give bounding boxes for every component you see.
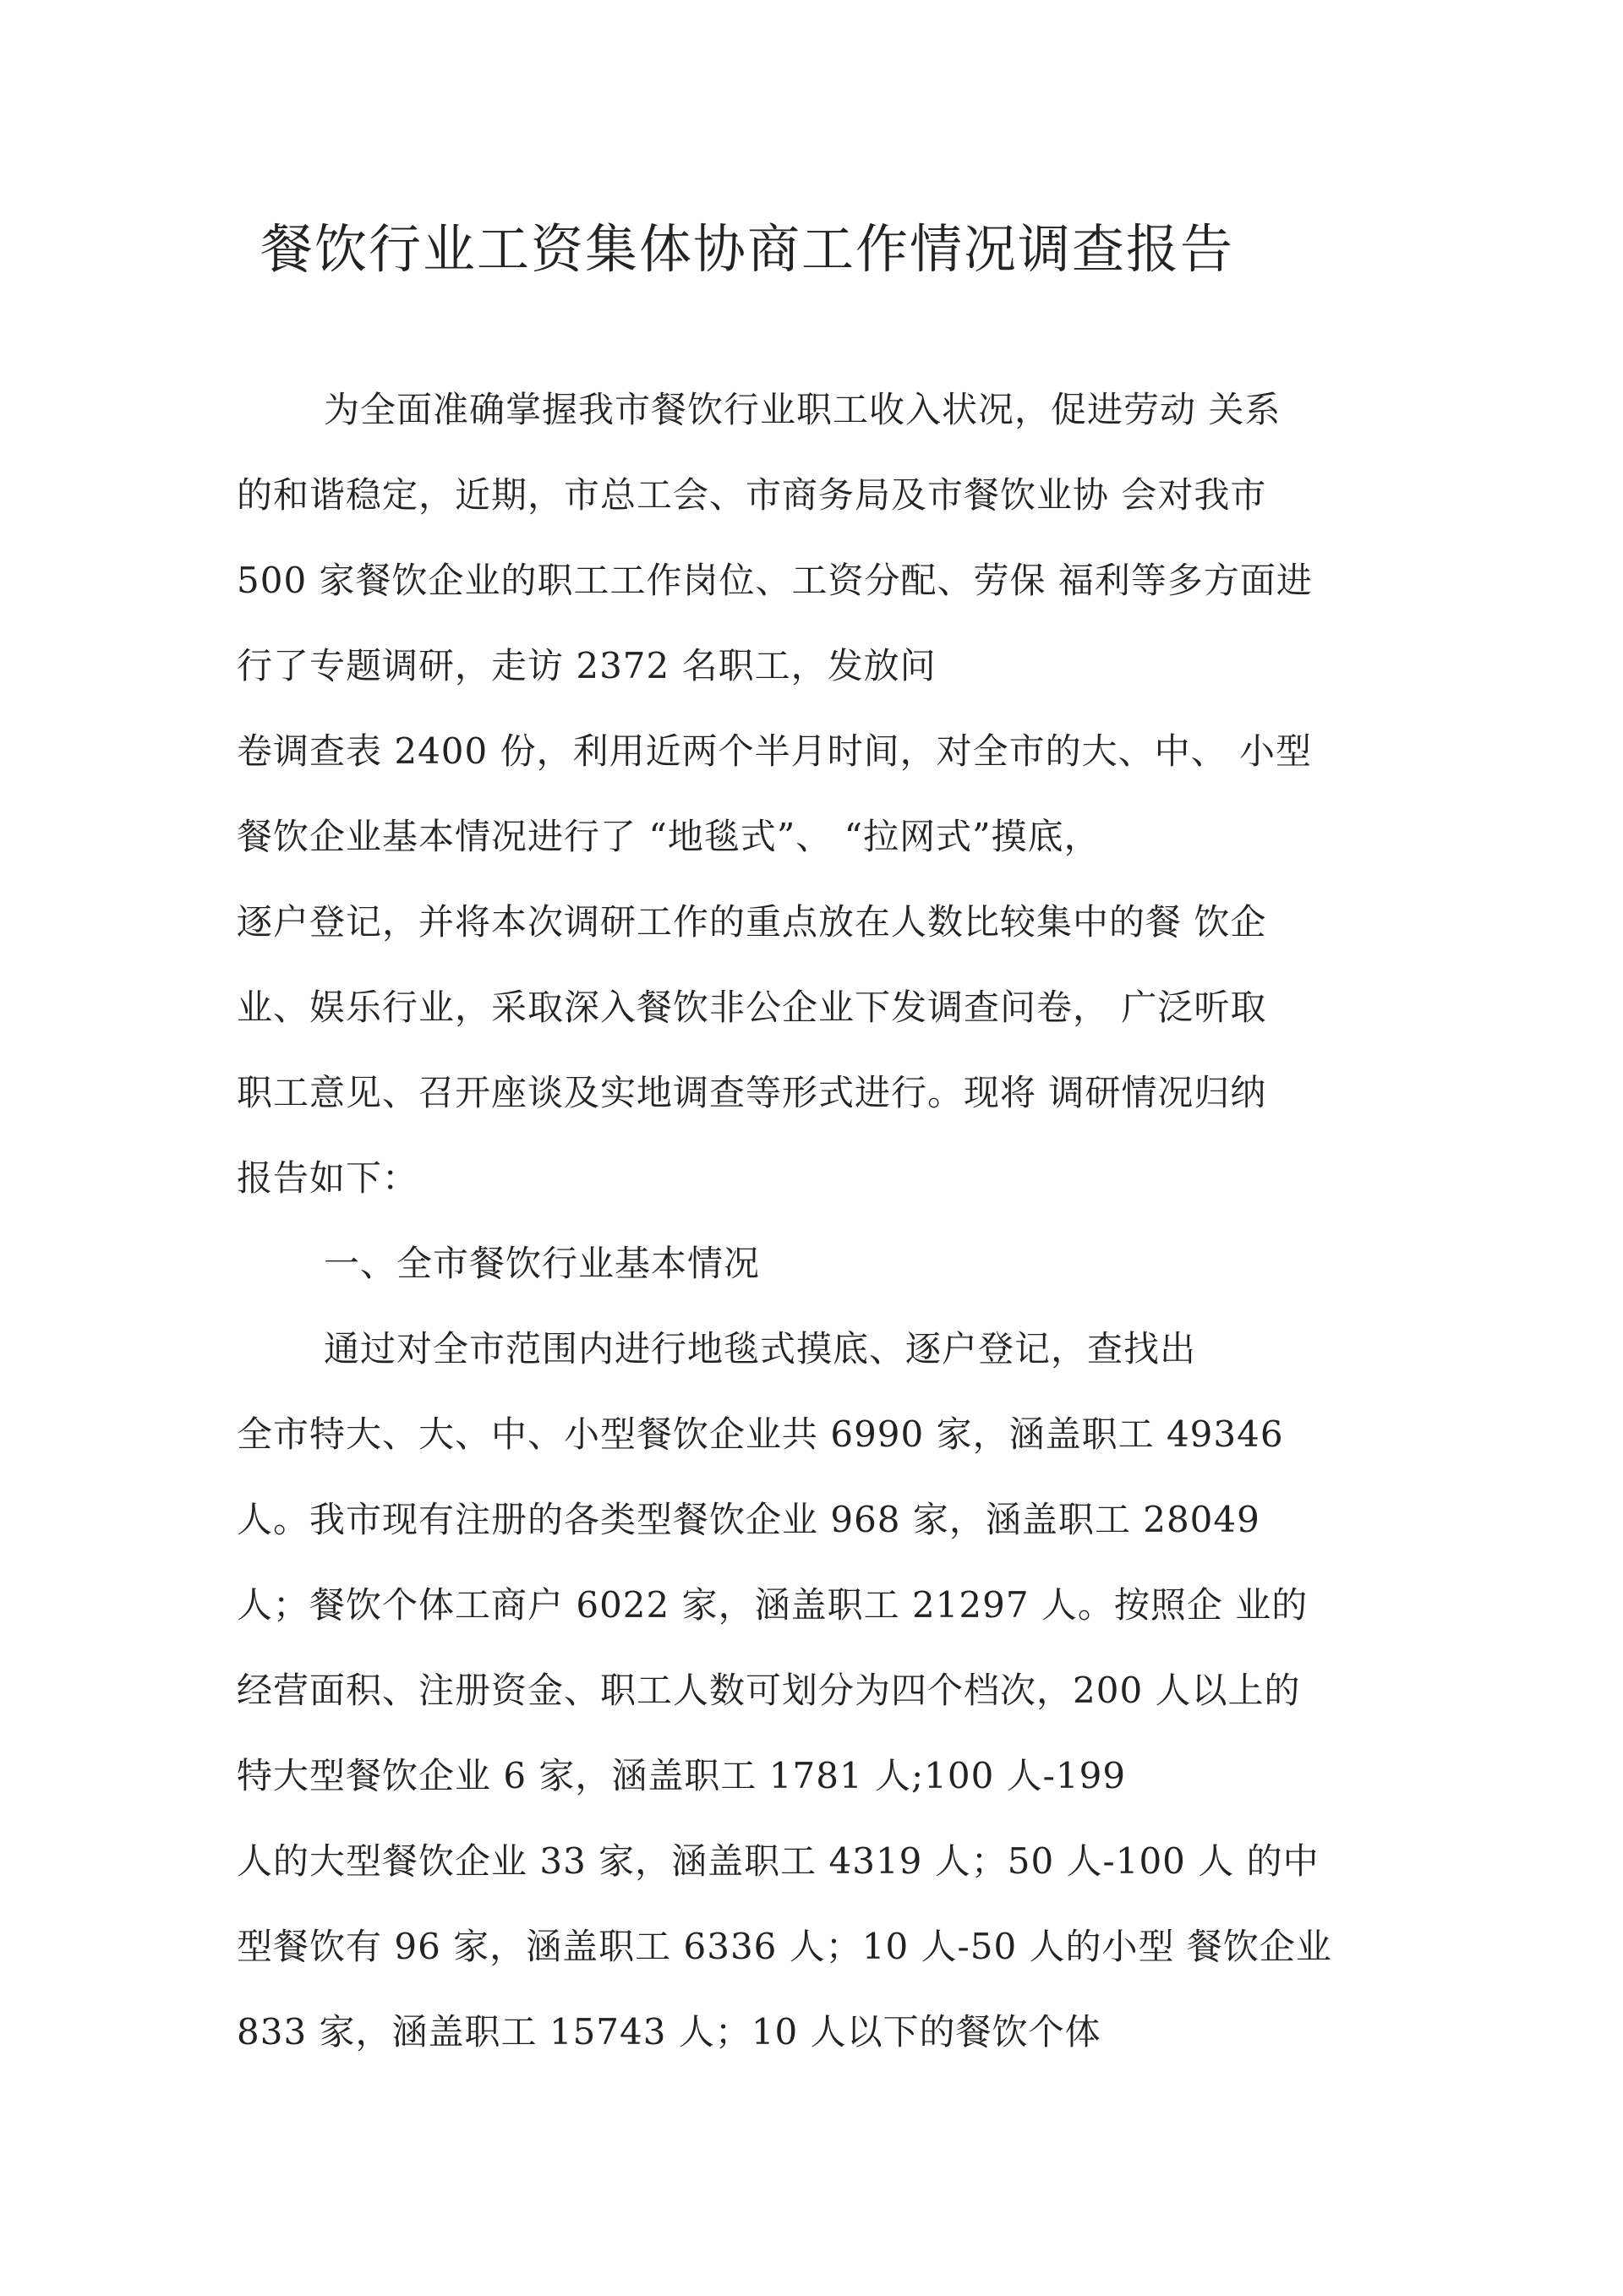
paragraph-line: 特大型餐饮企业 6 家，涵盖职工 1781 人;100 人-199	[237, 1755, 1127, 1796]
paragraph-line: 通过对全市范围内进行地毯式摸底、逐户登记，查找出	[324, 1328, 1197, 1369]
paragraph-line: 的和谐稳定，近期，市总工会、市商务局及市餐饮业协 会对我市	[237, 474, 1267, 516]
paragraph-line: 为全面准确掌握我市餐饮行业职工收入状况，促进劳动 关系	[324, 389, 1281, 430]
section-heading: 一、全市餐饮行业基本情况	[324, 1243, 761, 1284]
document-title: 餐饮行业工资集体协商工作情况调查报告	[260, 218, 1235, 280]
paragraph-line: 人；餐饮个体工商户 6022 家，涵盖职工 21297 人。按照企 业的	[237, 1584, 1309, 1626]
paragraph-line: 人。我市现有注册的各类型餐饮企业 968 家，涵盖职工 28049	[237, 1499, 1260, 1540]
paragraph-line: 人的大型餐饮企业 33 家，涵盖职工 4319 人；50 人-100 人 的中	[237, 1840, 1320, 1882]
paragraph-line: 500 家餐饮企业的职工工作岗位、工资分配、劳保 福利等多方面进	[237, 560, 1313, 601]
paragraph-line: 经营面积、注册资金、职工人数可划分为四个档次，200 人以上的	[237, 1670, 1301, 1711]
paragraph-line: 卷调查表 2400 份，利用近两个半月时间，对全市的大、中、 小型	[237, 730, 1312, 772]
paragraph-line: 833 家，涵盖职工 15743 人；10 人以下的餐饮个体	[237, 2011, 1101, 2053]
paragraph-line: 报告如下：	[237, 1157, 419, 1199]
paragraph-line: 职工意见、召开座谈及实地调查等形式进行。现将 调研情况归纳	[237, 1072, 1267, 1113]
paragraph-line: 行了专题调研，走访 2372 名职工，发放问	[237, 645, 937, 686]
paragraph-line: 全市特大、大、中、小型餐饮企业共 6990 家，涵盖职工 49346	[237, 1413, 1284, 1455]
paragraph-line: 逐户登记，并将本次调研工作的重点放在人数比较集中的餐 饮企	[237, 901, 1267, 943]
paragraph-line: 业、娱乐行业，采取深入餐饮非公企业下发调查问卷， 广泛听取	[237, 987, 1267, 1028]
paragraph-line: 餐饮企业基本情况进行了 “地毯式”、 “拉网式”摸底，	[237, 816, 1101, 857]
paragraph-line: 型餐饮有 96 家，涵盖职工 6336 人；10 人-50 人的小型 餐饮企业	[237, 1926, 1332, 1967]
